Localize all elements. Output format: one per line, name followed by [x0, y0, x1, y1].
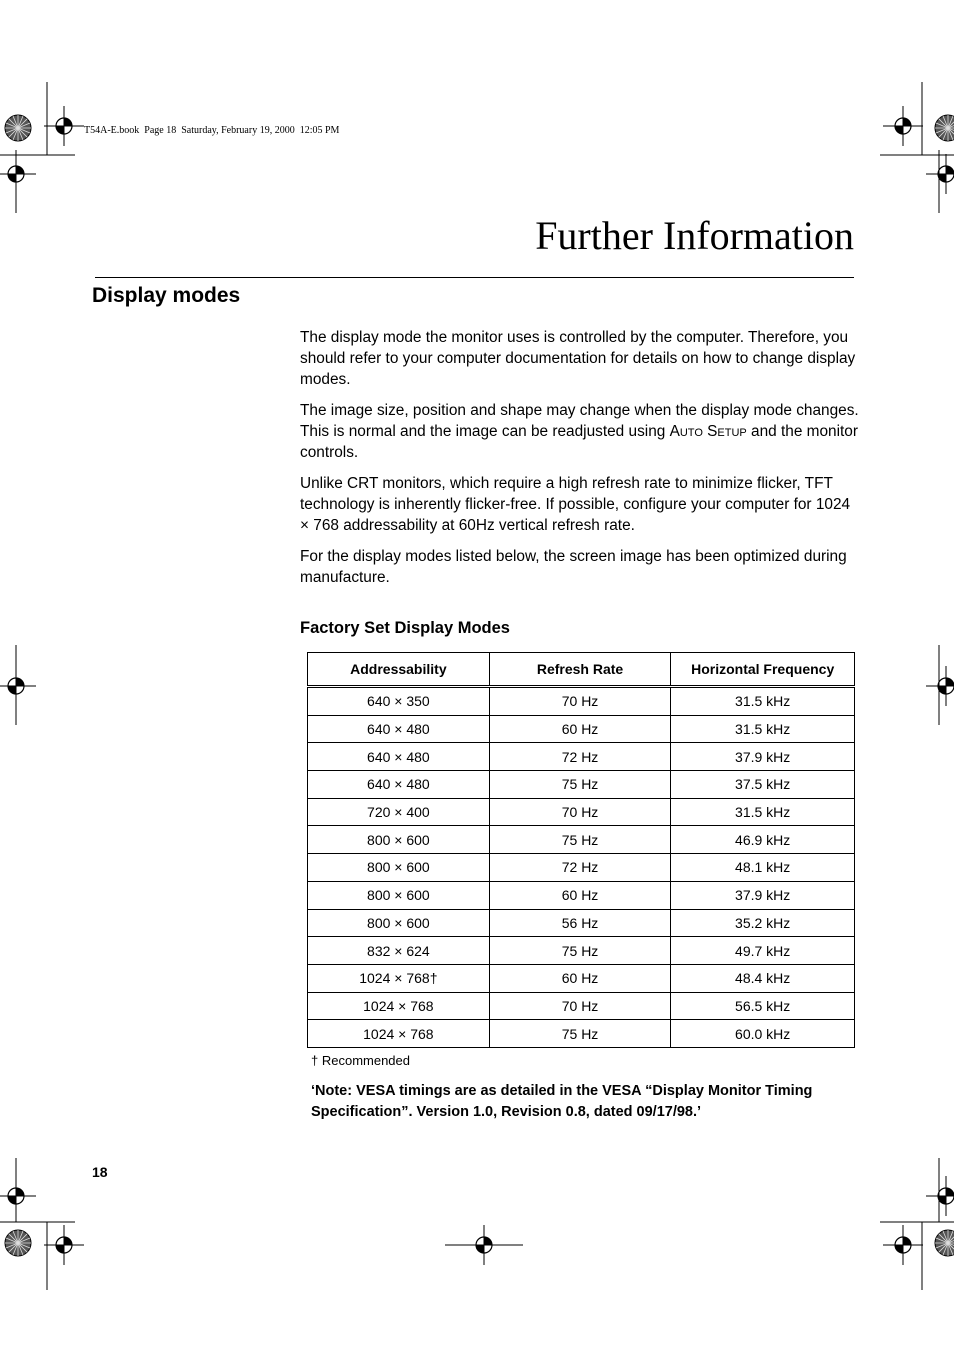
table-row: [308, 1020, 855, 1048]
table-row: [308, 937, 855, 965]
table-row: [308, 992, 855, 1020]
refresh-rate-cell: 75 Hz: [489, 826, 671, 854]
paragraph-1: The display mode the monitor uses is controlled by the computer. Therefore, you should refer to your computer documentation for details on how to change display modes.: [300, 329, 856, 388]
addressability-cell: 832 × 624: [308, 937, 490, 965]
paragraph-3: Unlike CRT monitors, which require a high refresh rate to minimize flicker, TFT technology is inherently flicker-free. If possible, configure your computer for 1024 × 768 addressability at 60Hz vertical refresh rate.: [300, 475, 851, 534]
column-header-refresh-rate: Refresh Rate: [489, 653, 671, 687]
addressability-cell: 1024 × 768: [308, 1020, 490, 1048]
addressability-cell: 640 × 350: [308, 687, 490, 716]
column-header-horizontal-frequency: Horizontal Frequency: [671, 653, 855, 687]
refresh-rate-cell: 72 Hz: [489, 854, 671, 882]
table-row: [308, 771, 855, 799]
paragraph-2-text-end: and the monitor controls.: [300, 423, 858, 461]
paragraph-2-text-start: The image size, position and shape may change when the display mode changes. This is normal and the image can be readjusted using: [300, 402, 859, 440]
display-modes-table: [307, 652, 855, 1048]
table-row: [308, 909, 855, 937]
refresh-rate-cell: 72 Hz: [489, 743, 671, 771]
recommended-footnote: † Recommended: [311, 1053, 410, 1068]
body-text: [300, 327, 860, 598]
refresh-rate-cell: 75 Hz: [489, 1020, 671, 1048]
horizontal-frequency-cell: 60.0 kHz: [671, 1020, 855, 1048]
horizontal-frequency-cell: 37.5 kHz: [671, 771, 855, 799]
table-title: Factory Set Display Modes: [300, 619, 510, 637]
refresh-rate-cell: 75 Hz: [489, 937, 671, 965]
horizontal-frequency-cell: 37.9 kHz: [671, 743, 855, 771]
title-rule: [95, 277, 854, 278]
addressability-cell: 640 × 480: [308, 771, 490, 799]
horizontal-frequency-cell: 31.5 kHz: [671, 687, 855, 716]
refresh-rate-cell: 56 Hz: [489, 909, 671, 937]
refresh-rate-cell: 75 Hz: [489, 771, 671, 799]
paragraph-4: For the display modes listed below, the screen image has been optimized during manufacture.: [300, 548, 847, 586]
refresh-rate-cell: 60 Hz: [489, 881, 671, 909]
refresh-rate-cell: 70 Hz: [489, 798, 671, 826]
addressability-cell: 800 × 600: [308, 854, 490, 882]
vesa-note: ‘Note: VESA timings are as detailed in the VESA “Display Monitor Timing Specification”. Version 1.0, Revision 0.8, dated 09/17/98.’: [311, 1083, 813, 1120]
horizontal-frequency-cell: 35.2 kHz: [671, 909, 855, 937]
table-header-row: [308, 653, 855, 687]
horizontal-frequency-cell: 48.4 kHz: [671, 964, 855, 992]
chapter-title: Further Information: [535, 213, 854, 258]
table-row: [308, 743, 855, 771]
addressability-cell: 640 × 480: [308, 715, 490, 743]
table-row: [308, 881, 855, 909]
addressability-cell: 800 × 600: [308, 909, 490, 937]
horizontal-frequency-cell: 56.5 kHz: [671, 992, 855, 1020]
book-header-slug: T54A-E.book Page 18 Saturday, February 19, 2000 12:05 PM: [84, 125, 340, 136]
addressability-cell: 1024 × 768†: [308, 964, 490, 992]
refresh-rate-cell: 60 Hz: [489, 964, 671, 992]
addressability-cell: 800 × 600: [308, 826, 490, 854]
refresh-rate-cell: 70 Hz: [489, 687, 671, 716]
addressability-cell: 800 × 600: [308, 881, 490, 909]
table-row: [308, 687, 855, 716]
paragraph-2: [300, 400, 860, 463]
table-row: [308, 798, 855, 826]
table-row: [308, 715, 855, 743]
horizontal-frequency-cell: 46.9 kHz: [671, 826, 855, 854]
horizontal-frequency-cell: 37.9 kHz: [671, 881, 855, 909]
addressability-cell: 1024 × 768: [308, 992, 490, 1020]
table-row: [308, 826, 855, 854]
horizontal-frequency-cell: 49.7 kHz: [671, 937, 855, 965]
table-row: [308, 964, 855, 992]
page-number: 18: [92, 1164, 108, 1180]
auto-setup-term: Auto Setup: [669, 423, 747, 440]
table-row: [308, 854, 855, 882]
addressability-cell: 720 × 400: [308, 798, 490, 826]
refresh-rate-cell: 70 Hz: [489, 992, 671, 1020]
horizontal-frequency-cell: 31.5 kHz: [671, 715, 855, 743]
addressability-cell: 640 × 480: [308, 743, 490, 771]
horizontal-frequency-cell: 31.5 kHz: [671, 798, 855, 826]
horizontal-frequency-cell: 48.1 kHz: [671, 854, 855, 882]
column-header-addressability: Addressability: [308, 653, 490, 687]
section-title: Display modes: [92, 284, 241, 307]
refresh-rate-cell: 60 Hz: [489, 715, 671, 743]
